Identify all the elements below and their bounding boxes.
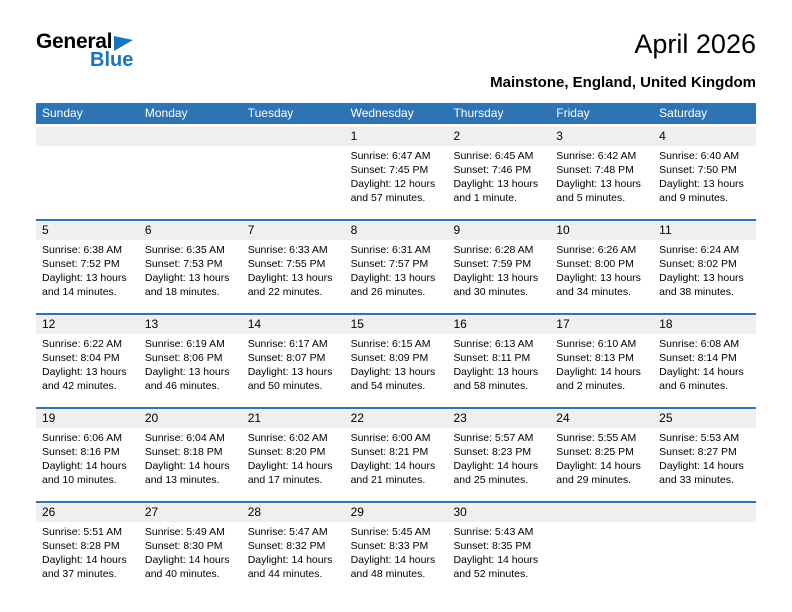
day-number: 15 [345, 315, 448, 334]
day-detail-line: and 25 minutes. [453, 474, 529, 487]
week-row [36, 127, 756, 219]
day-number: 23 [447, 409, 550, 428]
day-detail-line: Sunset: 7:50 PM [659, 163, 737, 176]
day-number: 26 [36, 503, 139, 522]
day-details [345, 240, 448, 313]
empty-day-cell [242, 127, 345, 219]
day-detail-line: Daylight: 14 hours [350, 460, 436, 473]
day-details [139, 428, 242, 501]
day-number [653, 503, 756, 522]
day-cell [653, 315, 756, 407]
day-number: 4 [653, 127, 756, 146]
day-detail-line: Sunrise: 5:57 AM [453, 431, 534, 444]
day-cell [345, 503, 448, 595]
day-number: 11 [653, 221, 756, 240]
weekday-label-sunday: Sunday [42, 106, 83, 121]
day-detail-line: and 48 minutes. [350, 568, 426, 581]
day-cell [447, 127, 550, 219]
day-details [242, 522, 345, 595]
day-detail-line: and 40 minutes. [144, 568, 220, 581]
day-detail-line: and 26 minutes. [350, 286, 426, 299]
day-number: 7 [242, 221, 345, 240]
day-number: 30 [447, 503, 550, 522]
calendar [36, 103, 756, 595]
day-number: 27 [139, 503, 242, 522]
day-cell [345, 315, 448, 407]
day-details [242, 146, 345, 219]
day-details [447, 334, 550, 407]
day-detail-line: and 37 minutes. [42, 568, 117, 581]
day-detail-line: Sunset: 7:55 PM [247, 257, 326, 270]
day-detail-line: Daylight: 14 hours [350, 554, 436, 567]
day-detail-line: Sunrise: 6:38 AM [42, 243, 122, 256]
day-detail-line: Daylight: 13 hours [556, 178, 641, 191]
day-detail-line: Daylight: 14 hours [453, 460, 539, 473]
day-detail-line: Sunset: 8:28 PM [42, 539, 120, 552]
day-cell [36, 409, 139, 501]
day-details [653, 522, 756, 595]
day-details [447, 146, 550, 219]
day-detail-line: Daylight: 14 hours [42, 554, 127, 567]
day-number: 14 [242, 315, 345, 334]
day-number [36, 127, 139, 146]
day-detail-line: Daylight: 13 hours [144, 366, 230, 379]
day-cell [139, 221, 242, 313]
day-detail-line: Daylight: 14 hours [247, 460, 333, 473]
day-detail-line: Daylight: 13 hours [453, 178, 539, 191]
day-number: 5 [36, 221, 139, 240]
day-detail-line: Sunrise: 6:17 AM [247, 337, 328, 350]
day-cell [139, 409, 242, 501]
day-number: 21 [242, 409, 345, 428]
day-detail-line: Sunrise: 6:47 AM [350, 149, 431, 162]
day-detail-line: Sunrise: 5:55 AM [556, 431, 637, 444]
day-detail-line: Daylight: 13 hours [247, 272, 333, 285]
day-number: 13 [139, 315, 242, 334]
month-title: April 2026 [634, 29, 756, 59]
day-detail-line: Sunrise: 6:10 AM [556, 337, 637, 350]
day-details [447, 240, 550, 313]
day-detail-line: Sunrise: 5:43 AM [453, 525, 534, 538]
day-cell [653, 221, 756, 313]
day-detail-line: and 13 minutes. [144, 474, 220, 487]
day-number: 2 [447, 127, 550, 146]
title-block [490, 30, 756, 91]
weekday-header [36, 103, 756, 124]
day-number: 16 [447, 315, 550, 334]
day-details [36, 522, 139, 595]
day-detail-line: Sunset: 7:48 PM [556, 163, 634, 176]
day-number: 3 [550, 127, 653, 146]
day-details [36, 428, 139, 501]
day-detail-line: Sunrise: 6:08 AM [659, 337, 740, 350]
day-details [139, 146, 242, 219]
day-details [345, 334, 448, 407]
day-detail-line: Sunrise: 6:13 AM [453, 337, 534, 350]
weekday-label-wednesday: Wednesday [350, 106, 414, 121]
day-detail-line: Sunrise: 5:45 AM [350, 525, 431, 538]
empty-day-cell [36, 127, 139, 219]
day-detail-line: and 29 minutes. [556, 474, 632, 487]
day-cell [447, 315, 550, 407]
day-detail-line: and 9 minutes. [659, 192, 729, 205]
day-details [653, 334, 756, 407]
day-detail-line: Daylight: 14 hours [453, 554, 539, 567]
day-detail-line: and 30 minutes. [453, 286, 529, 299]
logo-text-general: General [36, 30, 113, 53]
weekday-label-saturday: Saturday [659, 106, 708, 121]
day-cell [550, 127, 653, 219]
day-detail-line: Sunset: 8:27 PM [659, 445, 737, 458]
day-detail-line: and 33 minutes. [659, 474, 734, 487]
day-cell [345, 409, 448, 501]
day-detail-line: and 1 minute. [453, 192, 518, 205]
day-cell [345, 127, 448, 219]
day-detail-line: Sunset: 8:04 PM [42, 351, 120, 364]
day-detail-line: Sunset: 8:11 PM [453, 351, 531, 364]
day-number [550, 503, 653, 522]
day-detail-line: Daylight: 14 hours [42, 460, 127, 473]
day-detail-line: Sunset: 8:25 PM [556, 445, 634, 458]
day-cell [447, 221, 550, 313]
day-details [139, 334, 242, 407]
day-details [36, 146, 139, 219]
day-detail-line: Sunset: 7:45 PM [350, 163, 429, 176]
location-subtitle: Mainstone, England, United Kingdom [490, 73, 756, 91]
day-details [550, 146, 653, 219]
day-detail-line: Sunrise: 6:40 AM [659, 149, 740, 162]
day-detail-line: Sunrise: 6:19 AM [144, 337, 225, 350]
day-cell [653, 409, 756, 501]
day-details [345, 146, 448, 219]
day-detail-line: Sunrise: 6:04 AM [144, 431, 225, 444]
day-detail-line: and 21 minutes. [350, 474, 426, 487]
day-detail-line: Sunrise: 6:33 AM [247, 243, 328, 256]
day-details [242, 334, 345, 407]
day-detail-line: Sunrise: 5:51 AM [42, 525, 122, 538]
day-cell [139, 503, 242, 595]
day-detail-line: Sunset: 7:57 PM [350, 257, 429, 270]
day-cell [36, 503, 139, 595]
day-detail-line: and 34 minutes. [556, 286, 632, 299]
day-detail-line: Daylight: 13 hours [453, 366, 539, 379]
day-detail-line: and 14 minutes. [42, 286, 117, 299]
day-detail-line: Sunrise: 6:06 AM [42, 431, 122, 444]
day-cell [139, 315, 242, 407]
day-cell [36, 315, 139, 407]
day-cell [550, 221, 653, 313]
day-number: 20 [139, 409, 242, 428]
day-number: 12 [36, 315, 139, 334]
day-number [139, 127, 242, 146]
day-cell [242, 315, 345, 407]
day-detail-line: Sunset: 8:06 PM [144, 351, 223, 364]
week-row [36, 313, 756, 407]
day-detail-line: Daylight: 12 hours [350, 178, 436, 191]
day-detail-line: Sunrise: 6:00 AM [350, 431, 431, 444]
day-details [550, 240, 653, 313]
day-cell [550, 409, 653, 501]
day-detail-line: Sunrise: 6:28 AM [453, 243, 534, 256]
day-details [653, 240, 756, 313]
day-cell [447, 503, 550, 595]
day-cell [242, 503, 345, 595]
day-details [242, 240, 345, 313]
day-number: 19 [36, 409, 139, 428]
day-detail-line: and 52 minutes. [453, 568, 529, 581]
day-detail-line: and 44 minutes. [247, 568, 323, 581]
day-number: 25 [653, 409, 756, 428]
day-detail-line: Daylight: 14 hours [556, 460, 641, 473]
day-detail-line: and 57 minutes. [350, 192, 426, 205]
day-details [36, 334, 139, 407]
day-number: 29 [345, 503, 448, 522]
day-cell [550, 315, 653, 407]
day-detail-line: Daylight: 13 hours [350, 272, 436, 285]
day-detail-line: Sunrise: 5:47 AM [247, 525, 328, 538]
day-number: 6 [139, 221, 242, 240]
day-details [36, 240, 139, 313]
day-cell [242, 409, 345, 501]
day-detail-line: Daylight: 13 hours [453, 272, 539, 285]
day-cell [36, 221, 139, 313]
logo-text-blue: Blue [90, 49, 134, 71]
day-number: 1 [345, 127, 448, 146]
day-detail-line: Sunset: 8:13 PM [556, 351, 634, 364]
day-detail-line: Sunset: 8:16 PM [42, 445, 120, 458]
day-detail-line: Sunset: 8:20 PM [247, 445, 326, 458]
day-detail-line: and 10 minutes. [42, 474, 117, 487]
week-row [36, 219, 756, 313]
day-detail-line: Sunset: 8:09 PM [350, 351, 429, 364]
day-details [550, 428, 653, 501]
day-detail-line: Daylight: 13 hours [42, 272, 127, 285]
day-detail-line: and 2 minutes. [556, 380, 626, 393]
day-detail-line: Sunset: 7:46 PM [453, 163, 532, 176]
day-detail-line: Sunrise: 6:42 AM [556, 149, 637, 162]
day-detail-line: Daylight: 13 hours [556, 272, 641, 285]
day-cell [242, 221, 345, 313]
day-details [447, 522, 550, 595]
day-detail-line: Sunset: 8:33 PM [350, 539, 429, 552]
day-number: 10 [550, 221, 653, 240]
day-detail-line: Sunset: 8:00 PM [556, 257, 634, 270]
day-details [550, 522, 653, 595]
day-detail-line: and 18 minutes. [144, 286, 220, 299]
day-detail-line: Sunrise: 6:45 AM [453, 149, 534, 162]
day-number: 9 [447, 221, 550, 240]
empty-day-cell [550, 503, 653, 595]
day-details [345, 428, 448, 501]
day-detail-line: Sunset: 8:30 PM [144, 539, 223, 552]
calendar-body [36, 127, 756, 595]
day-cell [653, 127, 756, 219]
weekday-label-thursday: Thursday [453, 106, 504, 121]
week-row [36, 407, 756, 501]
generalblue-logo [36, 30, 186, 72]
day-detail-line: Sunset: 8:23 PM [453, 445, 532, 458]
day-detail-line: Daylight: 13 hours [659, 272, 744, 285]
day-detail-line: Daylight: 13 hours [42, 366, 127, 379]
day-detail-line: Daylight: 14 hours [144, 554, 230, 567]
day-detail-line: and 17 minutes. [247, 474, 323, 487]
day-number [242, 127, 345, 146]
day-cell [447, 409, 550, 501]
day-detail-line: Sunrise: 5:53 AM [659, 431, 740, 444]
day-detail-line: Sunrise: 6:22 AM [42, 337, 122, 350]
day-detail-line: Daylight: 14 hours [247, 554, 333, 567]
day-number: 24 [550, 409, 653, 428]
weekday-label-tuesday: Tuesday [247, 106, 294, 121]
day-detail-line: and 46 minutes. [144, 380, 220, 393]
weekday-label-friday: Friday [556, 106, 590, 121]
page-header [0, 0, 792, 91]
day-details [653, 428, 756, 501]
day-number: 8 [345, 221, 448, 240]
empty-day-cell [653, 503, 756, 595]
day-detail-line: Sunrise: 6:02 AM [247, 431, 328, 444]
day-detail-line: Sunset: 8:18 PM [144, 445, 223, 458]
day-details [139, 522, 242, 595]
day-details [242, 428, 345, 501]
day-detail-line: and 6 minutes. [659, 380, 729, 393]
day-detail-line: Sunrise: 6:24 AM [659, 243, 740, 256]
day-detail-line: Sunset: 8:32 PM [247, 539, 326, 552]
day-detail-line: Daylight: 13 hours [659, 178, 744, 191]
day-detail-line: Sunset: 8:14 PM [659, 351, 737, 364]
day-detail-line: Daylight: 14 hours [659, 366, 744, 379]
day-detail-line: Daylight: 14 hours [144, 460, 230, 473]
day-detail-line: and 42 minutes. [42, 380, 117, 393]
day-details [345, 522, 448, 595]
day-detail-line: Sunset: 8:02 PM [659, 257, 737, 270]
day-detail-line: Daylight: 14 hours [659, 460, 744, 473]
day-detail-line: Sunrise: 6:26 AM [556, 243, 637, 256]
empty-day-cell [139, 127, 242, 219]
day-details [139, 240, 242, 313]
day-detail-line: Daylight: 13 hours [144, 272, 230, 285]
day-detail-line: Daylight: 13 hours [350, 366, 436, 379]
day-number: 28 [242, 503, 345, 522]
day-detail-line: Sunrise: 6:35 AM [144, 243, 225, 256]
day-detail-line: Sunset: 8:21 PM [350, 445, 429, 458]
day-detail-line: and 54 minutes. [350, 380, 426, 393]
day-detail-line: Daylight: 13 hours [247, 366, 333, 379]
day-detail-line: Sunset: 7:53 PM [144, 257, 223, 270]
day-detail-line: and 38 minutes. [659, 286, 734, 299]
day-cell [345, 221, 448, 313]
day-detail-line: Sunrise: 5:49 AM [144, 525, 225, 538]
day-details [550, 334, 653, 407]
day-detail-line: and 22 minutes. [247, 286, 323, 299]
day-number: 17 [550, 315, 653, 334]
day-detail-line: and 50 minutes. [247, 380, 323, 393]
day-detail-line: and 5 minutes. [556, 192, 626, 205]
day-detail-line: Sunset: 8:07 PM [247, 351, 326, 364]
week-row [36, 501, 756, 595]
day-number: 22 [345, 409, 448, 428]
day-number: 18 [653, 315, 756, 334]
weekday-label-monday: Monday [144, 106, 188, 121]
day-details [447, 428, 550, 501]
day-detail-line: Sunset: 7:52 PM [42, 257, 120, 270]
day-details [653, 146, 756, 219]
day-detail-line: Sunset: 8:35 PM [453, 539, 532, 552]
day-detail-line: and 58 minutes. [453, 380, 529, 393]
day-detail-line: Sunset: 7:59 PM [453, 257, 532, 270]
day-detail-line: Sunrise: 6:31 AM [350, 243, 431, 256]
day-detail-line: Daylight: 14 hours [556, 366, 641, 379]
day-detail-line: Sunrise: 6:15 AM [350, 337, 431, 350]
